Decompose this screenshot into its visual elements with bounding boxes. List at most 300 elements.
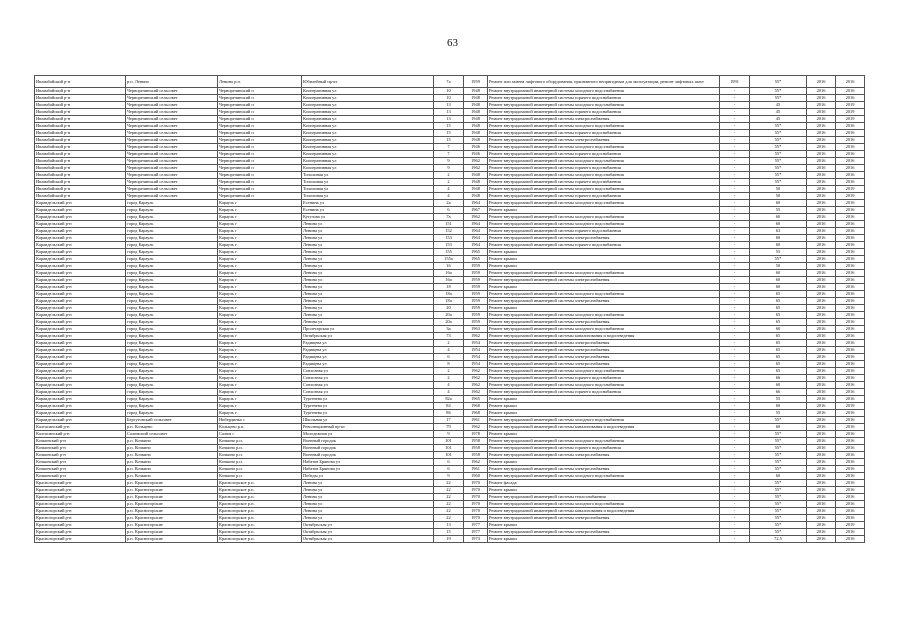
cell-locality: Карауль г <box>218 207 302 214</box>
cell-district: Ишимбайский р-н <box>35 165 126 172</box>
cell-district: Ишимбайский р-н <box>35 137 126 144</box>
cell-plan-end: 2016 <box>836 228 865 235</box>
table-row <box>35 417 865 424</box>
cell-locality: Кочкино р.п. <box>218 445 302 452</box>
cell-street: Кооперативная ул <box>302 102 434 109</box>
table-row <box>35 312 865 319</box>
cell-settlement: город Карауль <box>126 263 218 270</box>
cell-plan-end: 2016 <box>836 452 865 459</box>
cell-plan-start: 2016 <box>807 88 836 95</box>
cell-plan-end: 2016 <box>836 529 865 536</box>
cell-locality: Черноречинский п <box>218 109 302 116</box>
cell-settlement: р.п. Ленино <box>126 76 218 88</box>
cell-year: 1962 <box>464 382 488 389</box>
cell-house: 18а <box>434 298 464 305</box>
cell-year: 1958 <box>464 438 488 445</box>
cell-commissioned: - <box>720 298 750 305</box>
table-row <box>35 459 865 466</box>
table-row <box>35 396 865 403</box>
cell-commissioned: - <box>720 452 750 459</box>
cell-area: 60 <box>750 473 807 480</box>
cell-commissioned: - <box>720 431 750 438</box>
cell-district: Караидельский р-н <box>35 277 126 284</box>
cell-locality: Карауль г <box>218 277 302 284</box>
cell-area: 65 <box>750 333 807 340</box>
cell-area: 45 <box>750 102 807 109</box>
cell-locality: Красногорское р.п. <box>218 487 302 494</box>
cell-house: 84 <box>434 403 464 410</box>
cell-work-type: Ремонт внутридомовой инженерной системы холодного водоснабжения <box>488 473 720 480</box>
table-row <box>35 277 865 284</box>
cell-plan-end: 2016 <box>836 214 865 221</box>
cell-commissioned: - <box>720 284 750 291</box>
cell-house: 82а <box>434 396 464 403</box>
cell-plan-end: 2016 <box>836 431 865 438</box>
cell-plan-start: 2016 <box>807 501 836 508</box>
cell-area: 55* <box>750 522 807 529</box>
cell-locality: Салим с <box>218 431 302 438</box>
cell-plan-end: 2016 <box>836 123 865 130</box>
cell-district: Караидельский р-н <box>35 200 126 207</box>
table-row <box>35 424 865 431</box>
cell-district: Караидельский р-н <box>35 347 126 354</box>
cell-year: 1973 <box>464 536 488 543</box>
cell-work-type: Ремонт внутридомовой инженерной системы холодного водоснабжения <box>488 417 720 424</box>
cell-settlement: Черноречинский сельсовет <box>126 144 218 151</box>
cell-plan-end: 2016 <box>836 249 865 256</box>
cell-year: 1948 <box>464 102 488 109</box>
cell-area: 60 <box>750 214 807 221</box>
cell-area: 60 <box>750 270 807 277</box>
cell-area: 55* <box>750 501 807 508</box>
cell-settlement: Черноречинский сельсовет <box>126 151 218 158</box>
cell-plan-start: 2016 <box>807 452 836 459</box>
cell-settlement: город Карауль <box>126 207 218 214</box>
cell-district: Ишимбайский р-н <box>35 95 126 102</box>
cell-year: 1959 <box>464 291 488 298</box>
cell-house: 4 <box>434 186 464 193</box>
cell-locality: Красногорское р.п. <box>218 522 302 529</box>
cell-locality: Кочкино р.п. <box>218 438 302 445</box>
cell-year: 1959 <box>464 305 488 312</box>
cell-settlement: город Карауль <box>126 333 218 340</box>
table-row <box>35 144 865 151</box>
cell-plan-end: 2019 <box>836 109 865 116</box>
cell-street: Кутузова ул <box>302 214 434 221</box>
cell-street: Ленина ул <box>302 501 434 508</box>
cell-settlement: Черноречинский сельсовет <box>126 88 218 95</box>
table-row <box>35 522 865 529</box>
cell-year: 1948 <box>464 88 488 95</box>
cell-street: Тополиная ул <box>302 179 434 186</box>
cell-house: 13 <box>434 109 464 116</box>
cell-street: Ленина ул <box>302 270 434 277</box>
cell-plan-start: 2016 <box>807 536 836 543</box>
table-row <box>35 207 865 214</box>
cell-area: 65 <box>750 347 807 354</box>
cell-locality: Черноречинский п <box>218 144 302 151</box>
cell-house: 20а <box>434 319 464 326</box>
cell-house: 22 <box>434 494 464 501</box>
cell-commissioned: - <box>720 116 750 123</box>
cell-locality: Черноречинский п <box>218 130 302 137</box>
cell-commissioned: 1991 <box>720 76 750 88</box>
cell-area: 55* <box>750 417 807 424</box>
cell-house: 19 <box>434 536 464 543</box>
cell-area: 55* <box>750 494 807 501</box>
cell-district: Ишимбайский р-н <box>35 158 126 165</box>
table-row <box>35 76 865 88</box>
cell-area: 55* <box>750 459 807 466</box>
cell-street: Набатов Брянова ул <box>302 459 434 466</box>
cell-locality: Карауль г <box>218 242 302 249</box>
table-row <box>35 214 865 221</box>
cell-commissioned: - <box>720 529 750 536</box>
cell-plan-start: 2016 <box>807 270 836 277</box>
cell-house: 151 <box>434 221 464 228</box>
cell-area: 65 <box>750 368 807 375</box>
cell-street: Ленина ул <box>302 221 434 228</box>
cell-settlement: город Карауль <box>126 361 218 368</box>
cell-locality: Карауль г <box>218 235 302 242</box>
cell-plan-end: 2016 <box>836 396 865 403</box>
cell-street: Юбилейный пр-кт <box>302 76 434 88</box>
cell-work-type: Ремонт внутридомовой инженерной системы горячего водоснабжения <box>488 179 720 186</box>
cell-settlement: Черноречинский сельсовет <box>126 158 218 165</box>
cell-work-type: Ремонт внутридомовой инженерной системы электроснабжения <box>488 361 720 368</box>
cell-plan-end: 2016 <box>836 354 865 361</box>
cell-settlement: город Карауль <box>126 347 218 354</box>
cell-commissioned: - <box>720 214 750 221</box>
cell-locality: Ленино р.п. <box>218 76 302 88</box>
cell-house: 6 <box>434 354 464 361</box>
cell-area: 55* <box>750 165 807 172</box>
cell-street: Кооперативная ул <box>302 130 434 137</box>
cell-year: 1948 <box>464 186 488 193</box>
cell-settlement: р.п. Красногорские <box>126 515 218 522</box>
cell-area: 60 <box>750 221 807 228</box>
table-row <box>35 109 865 116</box>
cell-house: 15 <box>434 123 464 130</box>
cell-house: 2а <box>434 200 464 207</box>
table-row <box>35 536 865 543</box>
table-row <box>35 228 865 235</box>
cell-plan-end: 2016 <box>836 88 865 95</box>
cell-plan-start: 2016 <box>807 228 836 235</box>
cell-plan-start: 2016 <box>807 200 836 207</box>
cell-locality: Красногорское р.п. <box>218 480 302 487</box>
cell-commissioned: - <box>720 277 750 284</box>
cell-house: 2 <box>434 368 464 375</box>
cell-locality: Карауль г <box>218 347 302 354</box>
cell-plan-end: 2016 <box>836 501 865 508</box>
cell-area: 55* <box>750 452 807 459</box>
cell-year: 1958 <box>464 452 488 459</box>
cell-settlement: р.п. Красногорские <box>126 480 218 487</box>
cell-street: Пролетарская ул <box>302 326 434 333</box>
table-row <box>35 200 865 207</box>
cell-plan-start: 2016 <box>807 417 836 424</box>
table-row <box>35 116 865 123</box>
cell-locality: Кочкино р.п. <box>218 473 302 480</box>
cell-plan-end: 2016 <box>836 144 865 151</box>
cell-locality: Черноречинский п <box>218 172 302 179</box>
cell-year: 1948 <box>464 123 488 130</box>
cell-work-type: Ремонт внутридомовой инженерной системы горячего водоснабжения <box>488 242 720 249</box>
cell-district: Красногорский р-н <box>35 508 126 515</box>
cell-district: Караидельский р-н <box>35 305 126 312</box>
cell-work-type: Ремонт внутридомовой инженерной системы холодного водоснабжения <box>488 200 720 207</box>
table-row <box>35 305 865 312</box>
cell-locality: Карауль г <box>218 256 302 263</box>
cell-plan-end: 2016 <box>836 151 865 158</box>
cell-plan-end: 2016 <box>836 284 865 291</box>
cell-street: Совхозная ул <box>302 368 434 375</box>
table-row <box>35 326 865 333</box>
cell-year: 1967 <box>464 207 488 214</box>
cell-plan-start: 2016 <box>807 179 836 186</box>
cell-plan-start: 2016 <box>807 312 836 319</box>
cell-year: 1965 <box>464 249 488 256</box>
cell-locality: Черноречинский п <box>218 116 302 123</box>
cell-commissioned: - <box>720 480 750 487</box>
cell-work-type: Ремонт внутридомовой инженерной системы холодного водоснабжения <box>488 382 720 389</box>
cell-year: 1948 <box>464 137 488 144</box>
cell-settlement: город Карауль <box>126 396 218 403</box>
cell-settlement: город Карауль <box>126 221 218 228</box>
cell-plan-start: 2016 <box>807 326 836 333</box>
cell-locality: Нибердинка с <box>218 417 302 424</box>
cell-street: Совхозная ул <box>302 389 434 396</box>
table-row <box>35 151 865 158</box>
cell-settlement: р.п. Кочкино <box>126 473 218 480</box>
cell-plan-end: 2016 <box>836 95 865 102</box>
cell-house: 9 <box>434 431 464 438</box>
cell-house: 2 <box>434 172 464 179</box>
cell-settlement: город Карауль <box>126 256 218 263</box>
cell-work-type: Ремонт внутридомовой инженерной системы холодного водоснабжения <box>488 186 720 193</box>
cell-work-type: Ремонт внутридомовой инженерной системы холодного водоснабжения <box>488 172 720 179</box>
cell-settlement: город Карауль <box>126 270 218 277</box>
cell-locality: Карауль г <box>218 221 302 228</box>
table-row <box>35 466 865 473</box>
cell-house: 13 <box>434 522 464 529</box>
cell-district: Кочкинский р-н <box>35 466 126 473</box>
cell-year: 1958 <box>464 445 488 452</box>
table-row <box>35 361 865 368</box>
cell-plan-end: 2016 <box>836 340 865 347</box>
cell-year: 1962 <box>464 333 488 340</box>
cell-year: 1968 <box>464 403 488 410</box>
table-row <box>35 529 865 536</box>
cell-settlement: Черноречинский сельсовет <box>126 186 218 193</box>
cell-commissioned: - <box>720 445 750 452</box>
cell-street: Ленина ул <box>302 480 434 487</box>
cell-district: Ишимбайский р-н <box>35 76 126 88</box>
cell-commissioned: - <box>720 193 750 200</box>
cell-plan-start: 2016 <box>807 459 836 466</box>
cell-plan-start: 2016 <box>807 130 836 137</box>
cell-area: 55* <box>750 508 807 515</box>
cell-district: Ишимбайский р-н <box>35 151 126 158</box>
table-row <box>35 382 865 389</box>
cell-house: 10 <box>434 88 464 95</box>
cell-plan-end: 2016 <box>836 312 865 319</box>
cell-street: Ленина ул <box>302 291 434 298</box>
cell-settlement: р.п. Красногорские <box>126 487 218 494</box>
cell-district: Караидельский р-н <box>35 319 126 326</box>
cell-commissioned: - <box>720 494 750 501</box>
cell-settlement: город Карауль <box>126 403 218 410</box>
table-row <box>35 130 865 137</box>
cell-house: 153 <box>434 235 464 242</box>
cell-work-type: Ремонт крыши <box>488 249 720 256</box>
cell-locality: Красногорское р.п. <box>218 515 302 522</box>
cell-street: Совхозная ул <box>302 382 434 389</box>
cell-work-type: Ремонт внутридомовой инженерной системы электроснабжения <box>488 235 720 242</box>
cell-commissioned: - <box>720 249 750 256</box>
cell-district: Караидельский р-н <box>35 284 126 291</box>
cell-district: Кочкинский р-н <box>35 459 126 466</box>
cell-plan-start: 2016 <box>807 102 836 109</box>
cell-year: 1965 <box>464 256 488 263</box>
cell-settlement: город Карауль <box>126 298 218 305</box>
cell-commissioned: - <box>720 88 750 95</box>
cell-area: 50 <box>750 193 807 200</box>
cell-commissioned: - <box>720 382 750 389</box>
cell-settlement: город Карауль <box>126 340 218 347</box>
cell-commissioned: - <box>720 501 750 508</box>
cell-house: 16 <box>434 263 464 270</box>
cell-plan-end: 2016 <box>836 298 865 305</box>
cell-street: Набатов Брянова ул <box>302 466 434 473</box>
cell-plan-end: 2016 <box>836 473 865 480</box>
table-row <box>35 298 865 305</box>
cell-district: Караидельский р-н <box>35 242 126 249</box>
cell-settlement: город Карауль <box>126 312 218 319</box>
cell-plan-start: 2016 <box>807 494 836 501</box>
cell-district: Караидельский р-н <box>35 403 126 410</box>
cell-work-type: Ремонт крыши <box>488 396 720 403</box>
cell-house: 4 <box>434 389 464 396</box>
cell-year: 1948 <box>464 109 488 116</box>
cell-house: 4 <box>434 193 464 200</box>
cell-work-type: Ремонт внутридомовой инженерной системы холодного водоснабжения <box>488 501 720 508</box>
cell-house: 7 <box>434 144 464 151</box>
cell-area: 55* <box>750 466 807 473</box>
cell-work-type: Ремонт внутридомовой инженерной системы холодного водоснабжения <box>488 123 720 130</box>
cell-work-type: Ремонт внутридомовой инженерной системы холодного водоснабжения <box>488 291 720 298</box>
cell-commissioned: - <box>720 487 750 494</box>
cell-settlement: Бергутовский сельсовет <box>126 417 218 424</box>
cell-house: 22 <box>434 508 464 515</box>
cell-settlement: Черноречинский сельсовет <box>126 130 218 137</box>
cell-commissioned: - <box>720 389 750 396</box>
cell-work-type: Ремонт внутридомовой инженерной системы горячего водоснабжения <box>488 193 720 200</box>
cell-commissioned: - <box>720 410 750 417</box>
cell-year: 1948 <box>464 130 488 137</box>
cell-house: 4 <box>434 347 464 354</box>
table-row <box>35 438 865 445</box>
cell-commissioned: - <box>720 466 750 473</box>
cell-locality: Черноречинский п <box>218 158 302 165</box>
cell-area: 45 <box>750 109 807 116</box>
cell-plan-start: 2016 <box>807 137 836 144</box>
cell-district: Ишимбайский р-н <box>35 130 126 137</box>
cell-district: Кочкинский р-н <box>35 445 126 452</box>
cell-year: 1948 <box>464 179 488 186</box>
cell-plan-end: 2016 <box>836 494 865 501</box>
cell-street: Есенина ул <box>302 200 434 207</box>
cell-locality: Кочкино р.п. <box>218 459 302 466</box>
cell-locality: Карауль г <box>218 312 302 319</box>
cell-house: 22 <box>434 480 464 487</box>
table-row <box>35 221 865 228</box>
cell-commissioned: - <box>720 137 750 144</box>
cell-settlement: город Карауль <box>126 389 218 396</box>
cell-plan-end: 2016 <box>836 536 865 543</box>
cell-district: Ишимбайский р-н <box>35 123 126 130</box>
cell-house: 4 <box>434 382 464 389</box>
cell-plan-end: 2016 <box>836 417 865 424</box>
cell-plan-start: 2016 <box>807 221 836 228</box>
cell-commissioned: - <box>720 151 750 158</box>
cell-work-type: Ремонт внутридомовой инженерной системы холодного водоснабжения <box>488 214 720 221</box>
cell-area: 55 <box>750 249 807 256</box>
cell-settlement: р.п. Кочкино <box>126 438 218 445</box>
cell-house: 2 <box>434 179 464 186</box>
table-row <box>35 137 865 144</box>
cell-work-type: Ремонт внутридомовой инженерной системы горячего водоснабжения <box>488 228 720 235</box>
cell-year: 1970 <box>464 480 488 487</box>
cell-year: 1963 <box>464 326 488 333</box>
cell-street: Кооперативная ул <box>302 109 434 116</box>
cell-plan-start: 2016 <box>807 431 836 438</box>
cell-settlement: р.п. Кочкино <box>126 459 218 466</box>
cell-house: 152 <box>434 228 464 235</box>
cell-plan-end: 2016 <box>836 76 865 88</box>
cell-plan-start: 2016 <box>807 403 836 410</box>
cell-work-type: Ремонт внутридомовой инженерной системы электроснабжения <box>488 347 720 354</box>
cell-street: Ленина ул <box>302 284 434 291</box>
cell-district: Ишимбайский р-н <box>35 102 126 109</box>
cell-plan-end: 2016 <box>836 137 865 144</box>
cell-plan-start: 2016 <box>807 116 836 123</box>
cell-district: Калтасинский р-н <box>35 424 126 431</box>
cell-area: 65 <box>750 291 807 298</box>
cell-area: 55* <box>750 123 807 130</box>
cell-plan-start: 2016 <box>807 151 836 158</box>
cell-settlement: р.п. Красногорские <box>126 529 218 536</box>
cell-commissioned: - <box>720 340 750 347</box>
table-row <box>35 235 865 242</box>
cell-area: 55 <box>750 410 807 417</box>
cell-work-type: Ремонт внутридомовой инженерной системы электроснабжения <box>488 340 720 347</box>
cell-plan-end: 2016 <box>836 221 865 228</box>
cell-area: 55* <box>750 144 807 151</box>
cell-area: 65 <box>750 361 807 368</box>
cell-year: 1954 <box>464 347 488 354</box>
cell-settlement: р.п. Красногорские <box>126 501 218 508</box>
cell-area: 60 <box>750 382 807 389</box>
cell-street: Школьная ул <box>302 417 434 424</box>
cell-commissioned: - <box>720 354 750 361</box>
cell-district: Караидельский р-н <box>35 312 126 319</box>
cell-plan-start: 2016 <box>807 396 836 403</box>
cell-settlement: город Карауль <box>126 235 218 242</box>
cell-house: 6 <box>434 466 464 473</box>
cell-year: 1959 <box>464 76 488 88</box>
